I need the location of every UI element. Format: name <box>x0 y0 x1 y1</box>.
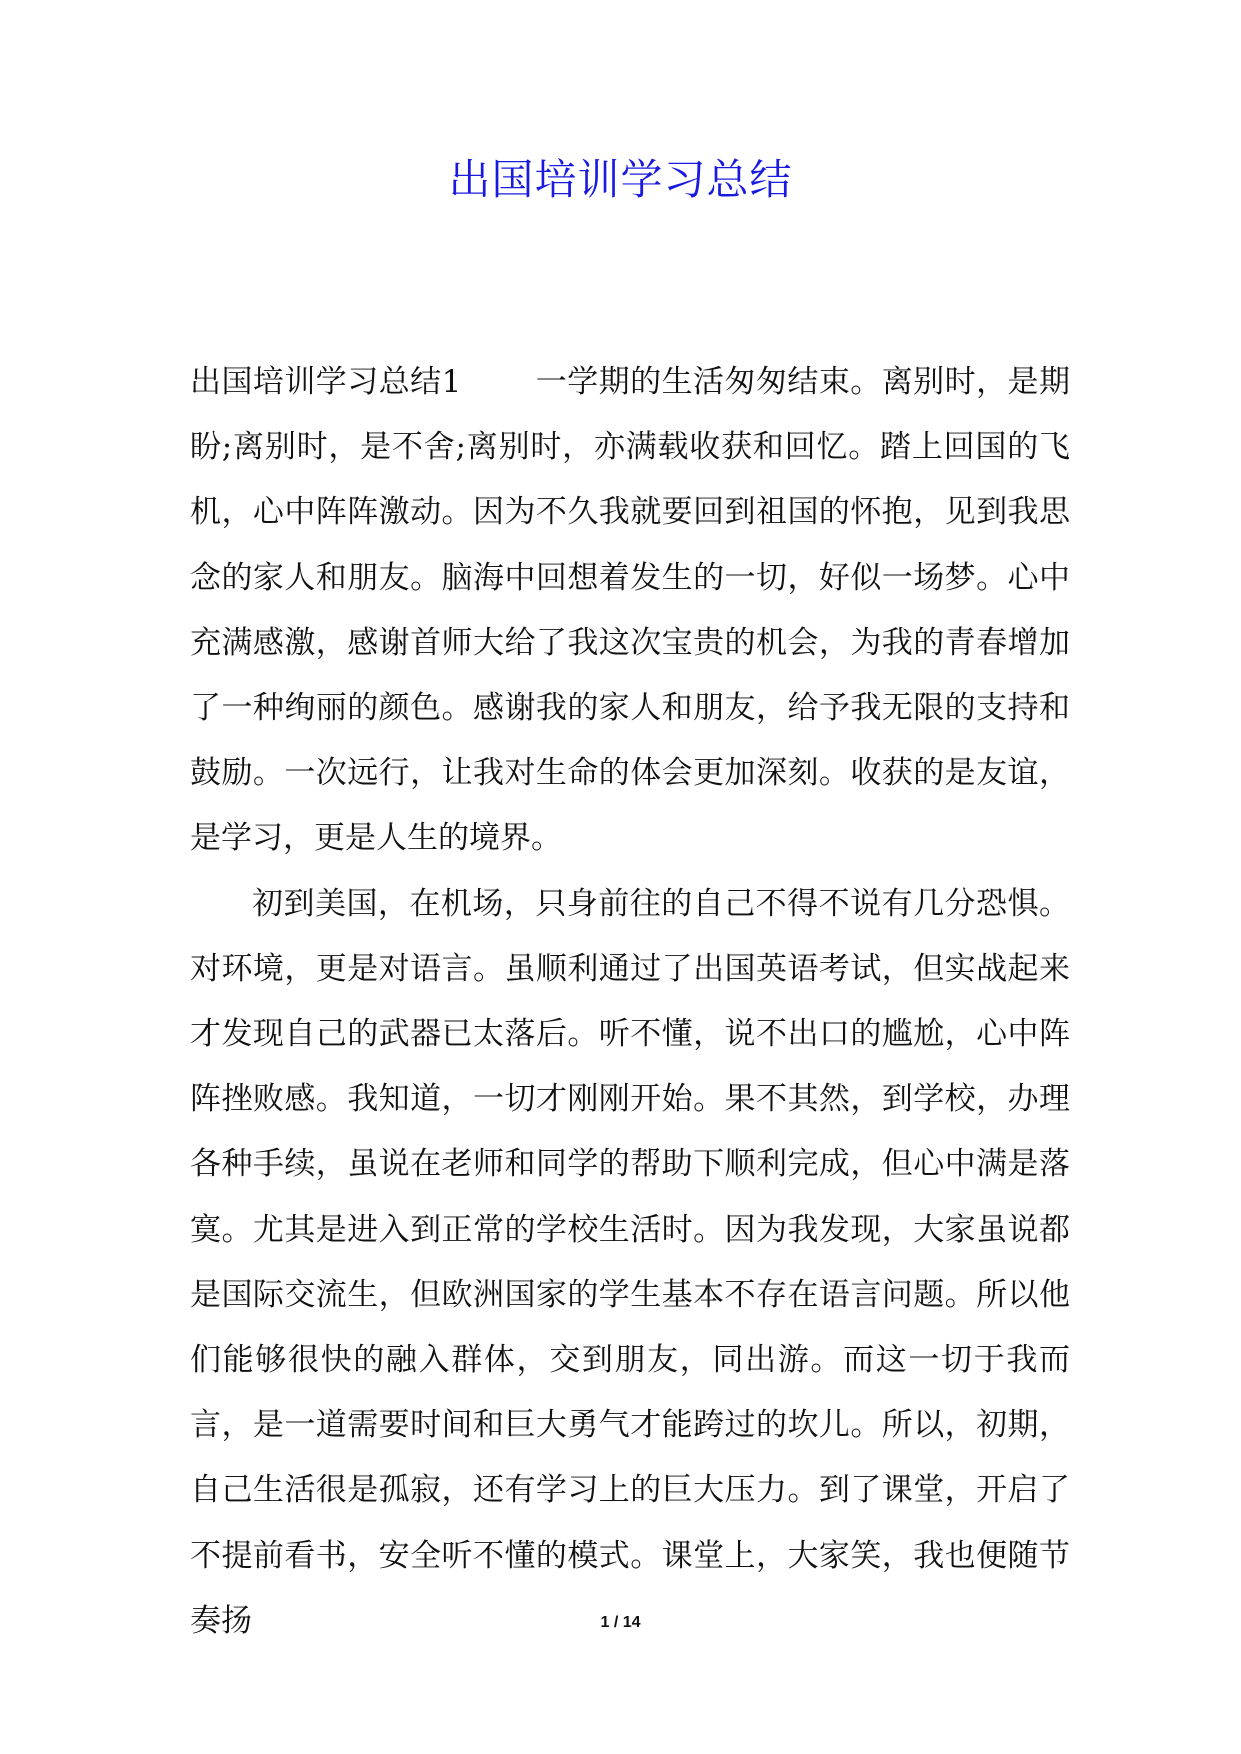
page-number: 1 / 14 <box>600 1614 641 1631</box>
section-heading-label: 出国培训学习总结1 <box>190 364 462 400</box>
document-title: 出国培训学习总结 <box>448 155 793 204</box>
paragraph-1 <box>190 350 1070 872</box>
paragraph-1-text: 一学期的生活匆匆结束。离别时，是期盼;离别时，是不舍;离别时，亦满载收获和回忆。踏上回国的飞机，心中阵阵激动。因为不久我就要回到祖国的怀抱，见到我思念的家人和朋友。脑海中回想着发生的一切，好似一场梦。心中充满感激，感谢首师大给了我这次宝贵的机会，为我的青春增加了一种绚丽的颜色。感谢我的家人和朋友，给予我无限的支持和鼓励。一次远行，让我对生命的体会更加深刻。收获的是友谊，是学习，更是人生的境界。 <box>190 364 1070 857</box>
document-body <box>190 350 1070 1654</box>
paragraph-2: 初到美国，在机场，只身前往的自己不得不说有几分恐惧。对环境，更是对语言。虽顺利通过了出国英语考试，但实战起来才发现自己的武器已太落后。听不懂，说不出口的尴尬，心中阵阵挫败感。我知道，一切才刚刚开始。果不其然，到学校，办理各种手续，虽说在老师和同学的帮助下顺利完成，但心中满是落寞。尤其是进入到正常的学校生活时。因为我发现，大家虽说都是国际交流生，但欧洲国家的学生基本不存在语言问题。所以他们能够很快的融入群体，交到朋友，同出游。而这一切于我而言，是一道需要时间和巨大勇气才能跨过的坎儿。所以，初期，自己生活很是孤寂，还有学习上的巨大压力。到了课堂，开启了不提前看书，安全听不懂的模式。课堂上，大家笑，我也便随节奏扬 <box>190 885 1070 1639</box>
